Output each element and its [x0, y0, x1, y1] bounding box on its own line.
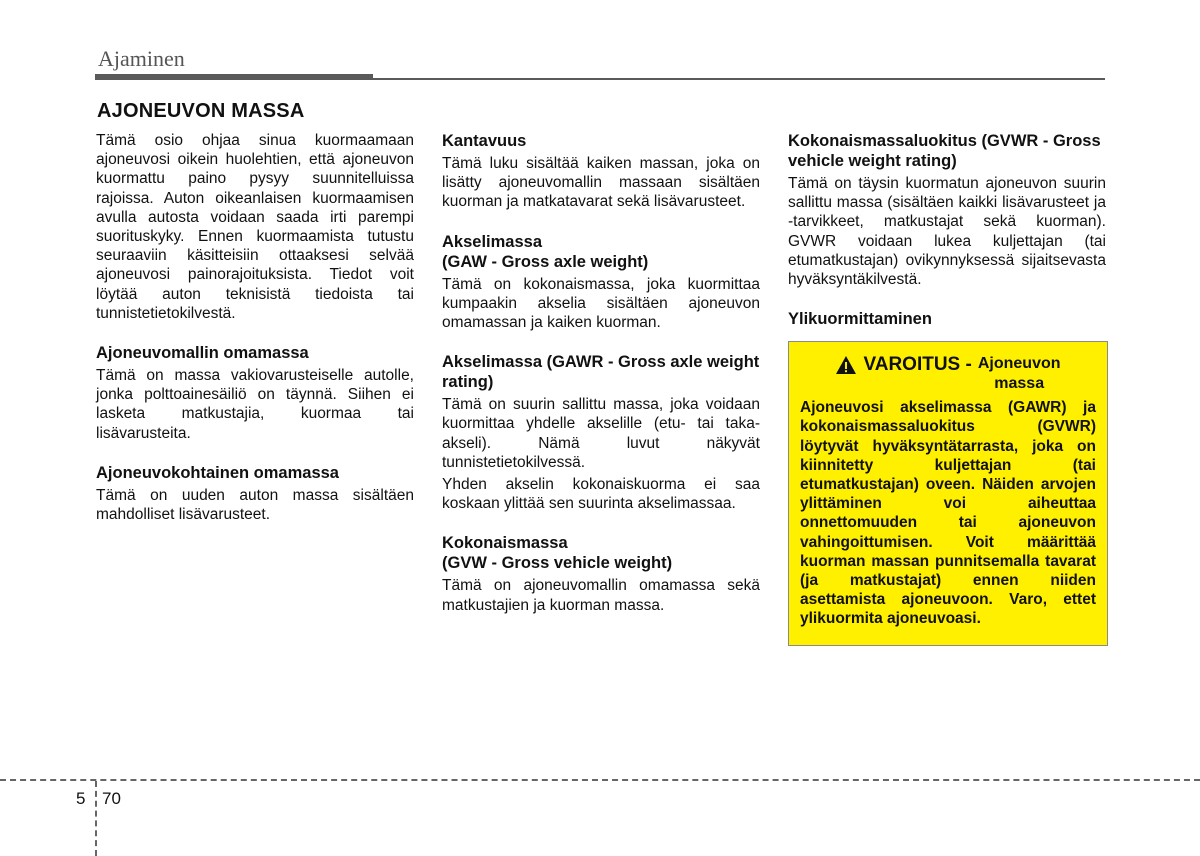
heading-gvw-line2: (GVW - Gross vehicle weight): [442, 554, 673, 573]
column-1: [96, 131, 414, 524]
warning-title-line2: massa: [994, 375, 1045, 393]
footer-dashed-divider: [95, 781, 97, 856]
paragraph-gvw: Tämä on ajoneuvomallin omamassa sekä matkustajien ja kuorman massa.: [442, 577, 760, 614]
footer-dashed-rule: [0, 779, 1200, 781]
section-title: AJONEUVON MASSA: [97, 100, 305, 122]
warning-box: [788, 341, 1108, 645]
warning-title: [978, 354, 1061, 394]
warning-text: Ajoneuvosi akselimassa (GAWR) ja kokonaismassaluokitus (GVWR) löytyvät hyväksyntätarrasta, joka on kiinnitetty kuljettajan (tai etumatkustajan) oveen. Näiden arvojen ylittäminen voi aiheuttaa onnettomuuden tai ajoneuvon vahingoittumisen. Voit määrittää kuorman massan punnitsemalla tavarat (ja matkustajat) ennen niiden asettamista ajoneuvoon. Varo, ettet ylikuormita ajoneuvoasi.: [800, 399, 1096, 628]
warning-title-line1: Ajoneuvon: [977, 355, 1061, 373]
heading-gvw-line1: Kokonaismassa: [442, 534, 568, 553]
paragraph-cargo-weight: Tämä luku sisältää kaiken massan, joka on lisätty ajoneuvomallin massaan sisältäen kuorman ja matkatavarat sekä lisävarusteet.: [442, 155, 760, 211]
running-header: Ajaminen: [98, 46, 185, 71]
heading-gvw: [442, 533, 760, 573]
heading-gaw-line2: (GAW - Gross axle weight): [442, 252, 649, 271]
paragraph-gaw: Tämä on kokonaismassa, joka kuormittaa kumpaakin akselia sisältäen ajoneuvon omamassan ja kaiken kuorman.: [442, 275, 760, 332]
paragraph-axle-limit: Yhden akselin kokonaiskuorma ei saa koskaan ylittää sen suurinta akselimassaa.: [442, 476, 760, 513]
heading-cargo-weight: Kantavuus: [442, 132, 527, 150]
warning-header: [800, 354, 1096, 394]
column-2: [442, 131, 760, 615]
header-rule-thin: [373, 78, 1105, 80]
paragraph-gawr: Tämä on suurin sallittu massa, joka voidaan kuormittaa yhdelle akselille (etu- tai taka-akseli). Nämä luvut näkyvät tunnistetietokilvessä.: [442, 396, 760, 471]
heading-gaw-line1: Akselimassa: [442, 232, 542, 251]
heading-gvwr: Kokonaismassaluokitus (GVWR - Gross vehicle weight rating): [788, 132, 1101, 170]
intro-paragraph: Tämä osio ohjaa sinua kuormaamaan ajoneuvosi oikein huolehtien, että ajoneuvon kuormattu paino pysyy suunnitelluissa rajoissa. Auton oikeanlaisen kuormaamisen avulla autosta voidaan saada irti parempi suorituskyky. Ennen kuormaamista tutustu seuraaviin käsitteisiin ottaaksesi selvää ajoneuvosi painorajoituksista. Tiedot voit löytää auton teknisistä tiedoista tai tunnistetietokilvestä.: [96, 132, 414, 322]
header-rule-thick: [95, 74, 373, 80]
warning-triangle-icon: [835, 355, 857, 375]
heading-gaw: [442, 232, 760, 272]
heading-overloading: Ylikuormittaminen: [788, 310, 932, 329]
page-number: 70: [102, 789, 121, 808]
column-3: [788, 131, 1106, 646]
paragraph-vehicle-curb-weight: Tämä on uuden auton massa sisältäen mahdolliset lisävarusteet.: [96, 486, 414, 524]
heading-gawr: Akselimassa (GAWR - Gross axle weight rating): [442, 353, 760, 392]
section-number: 5: [76, 789, 86, 808]
heading-vehicle-curb-weight: Ajoneuvokohtainen omamassa: [96, 463, 339, 482]
warning-label: VAROITUS -: [863, 354, 972, 376]
heading-model-curb-weight: Ajoneuvomallin omamassa: [96, 344, 309, 363]
paragraph-gvwr: Tämä on täysin kuormatun ajoneuvon suurin sallittu massa (sisältäen kaikki lisävarusteet ja -tarvikkeet, matkustajat sekä kuorman). GVWR voidaan lukea kuljettajan (tai etumatkustajan) ovikynnyksessä sijaitsevasta hyväksyntäkilvestä.: [788, 175, 1106, 289]
paragraph-model-curb-weight: Tämä on massa vakiovarusteiselle autolle, jonka polttoainesäiliö on täynnä. Siihen ei lasketa matkustajia, kuormaa tai lisävarusteita.: [96, 367, 414, 442]
